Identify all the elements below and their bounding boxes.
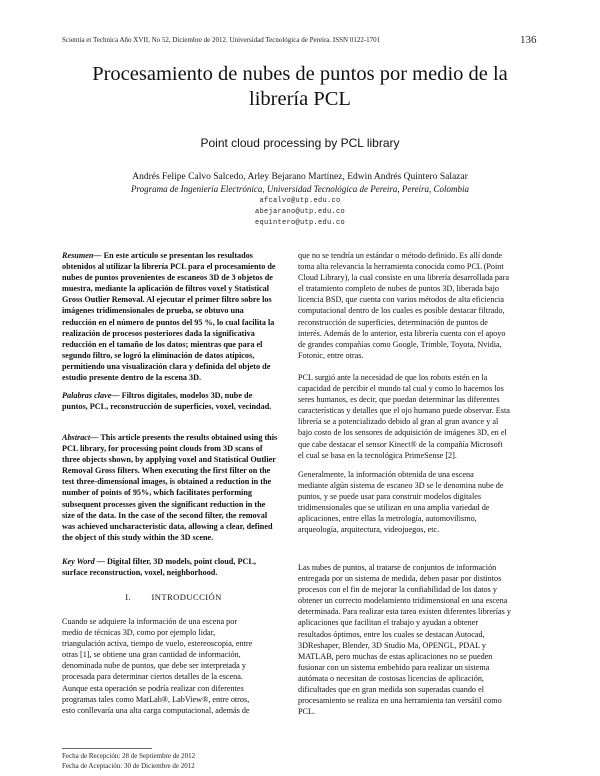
abstract-line: subsequent processes given the significant reduction in the bbox=[62, 499, 266, 509]
keywords-line: Digital filter, 3D models, point cloud, PCL, bbox=[106, 557, 256, 566]
keywords-label: Key Word — bbox=[62, 557, 105, 566]
abstract-line: test three-dimensional images, is obtained a reduction in the bbox=[62, 477, 272, 487]
palabras-clave-block bbox=[62, 390, 285, 412]
right-line: el tratamiento completo de nubes de puntos 3D, liberada bajo bbox=[298, 284, 499, 294]
abstract-line: Removal Gross filters. When executing the first filter on the bbox=[62, 466, 271, 476]
right-line: autómata o necesitan de costosas licencias de aplicación, bbox=[298, 673, 484, 683]
resumen-line: obtenidos al utilizar la librería PCL para el procesamiento de bbox=[62, 262, 276, 272]
abstract-line: three objects shown, by applying voxel and Statistical Outlier bbox=[62, 455, 276, 465]
resumen-block bbox=[62, 250, 285, 383]
right-line: resultados óptimos, entre los cuales se destacan Autocad, bbox=[298, 629, 485, 639]
resumen-line: En este artículo se presentan los resultados bbox=[103, 251, 253, 260]
resumen-line: permitiendo una visualización clara y definida del objeto de bbox=[62, 361, 271, 371]
right-line: procesos con el fin de mejorar la confiabilidad de los datos y bbox=[298, 585, 497, 595]
keywords-line: surface reconstruction, voxel, neighborhood. bbox=[62, 568, 218, 578]
intro-line: Cuando se adquiere la información de una escena por bbox=[62, 617, 238, 626]
author-list: Andrés Felipe Calvo Salcedo, Arley Bejarano Martínez, Edwin Andrés Quintero Salazar bbox=[132, 172, 468, 182]
right-line: interés. Además de lo anterior, esta librería cuenta con el apoyo bbox=[298, 328, 506, 338]
right-line: 3DReshaper, Blender, 3D Studio Ma, OPENGL, PDAL y bbox=[298, 640, 487, 650]
email-3: equintero@utp.edu.co bbox=[254, 219, 345, 227]
right-line: Las nubes de puntos, al tratarse de conjuntos de información bbox=[298, 563, 497, 572]
right-paragraph-4 bbox=[298, 562, 527, 717]
right-line: Fotonic, entre otras. bbox=[298, 350, 364, 360]
intro-line: otras [1], se obtiene una gran cantidad de información, bbox=[62, 650, 241, 660]
affiliation: Programa de Ingeniería Electrónica, Universidad Tecnológica de Pereira, Pereira, Colombia bbox=[130, 184, 470, 194]
intro-line: programas tales como MatLab®, LabView®, entre otros, bbox=[62, 694, 250, 704]
right-paragraph-2 bbox=[298, 372, 527, 461]
right-line: computacional dentro de los cuales es posible destacar filtrado, bbox=[298, 306, 505, 316]
palabras-label: Palabras clave— bbox=[62, 391, 120, 400]
abstract-line: PCL library, for processing point clouds from 3D scans of bbox=[62, 444, 263, 454]
footnote-accepted: Fecha de Aceptación: 30 de Diciembre de 2012 bbox=[62, 762, 195, 770]
right-line: que cabe destacar el sensor Kinect® de la compañía Microsoft bbox=[298, 439, 503, 449]
right-line: arqueología, arquitectura, videojuegos, etc. bbox=[298, 525, 440, 535]
right-line: que no se tendría un estándar o método definido. Es allí donde bbox=[298, 251, 503, 260]
right-paragraph-3 bbox=[298, 469, 527, 536]
right-line: tridimensionales que se utilizan en una amplia variedad de bbox=[298, 503, 490, 513]
intro-line: triangulación activa, tiempo de vuelo, estereoscopia, entre bbox=[62, 639, 253, 649]
resumen-line: reducción en el número de puntos del 95 %, lo cual facilita la bbox=[62, 317, 275, 327]
resumen-line: reducción en el tamaño de los datos; mientras que para el bbox=[62, 339, 263, 349]
resumen-line: imágenes tridimensionales de prueba, se obtuvo una bbox=[62, 306, 244, 316]
footnote-received: Fecha de Recepción: 28 de Septiembre de 2012 bbox=[62, 752, 196, 760]
right-line: bajo costo de los sensores de adquisición de imágenes 3D, en el bbox=[298, 428, 507, 438]
right-line: reconstrucción de superficies, determinación de puntos de bbox=[298, 317, 488, 327]
right-line: seres humanos, es decir, que puedan determinar las diferentes bbox=[298, 395, 500, 405]
right-line: puntos, y se puede usar para construir modelos digitales bbox=[298, 492, 482, 502]
right-line: características y detalles que el ojo humano puede observar. Esta bbox=[298, 406, 510, 416]
resumen-line: realización de procesos posteriores dada la significativa bbox=[62, 328, 255, 338]
right-line: toma alta relevancia la herramienta conocida como PCL (Point bbox=[298, 262, 504, 272]
right-line: Cloud Library), la cual consiste en una librería desarrollada para bbox=[298, 273, 509, 283]
abstract-line: was achieved uncharacteristic data, allowing a clear, defined bbox=[62, 521, 273, 531]
email-1: afcalvo@utp.edu.co bbox=[259, 197, 341, 205]
right-line: Generalmente, la información obtenida de una escena bbox=[298, 470, 474, 479]
right-line: el cual se basa en la tecnológica PrimeSense [2]. bbox=[298, 450, 457, 460]
intro-line: procesada para determinar ciertos detalles de la escena. bbox=[62, 672, 243, 682]
page-number: 136 bbox=[520, 34, 537, 46]
right-line: aplicaciones que facilitan el trabajo y ayudan a obtener bbox=[298, 618, 479, 628]
abstract-line: number of points of 95%, which facilitates performing bbox=[62, 488, 252, 498]
right-line: fusionar con un sistema embebido para realizar un sistema bbox=[298, 662, 490, 672]
right-line: licencia BSD, que cuenta con varios métodos de alta eficiencia bbox=[298, 295, 504, 305]
right-line: entregada por un sistema de medida, deben pasar por distintos bbox=[298, 574, 502, 584]
right-line: procesamiento se realiza en una herramienta tan versátil como bbox=[298, 696, 502, 706]
right-line: aplicaciones, entre ellas la metrología, automovilismo, bbox=[298, 514, 477, 524]
right-line: determinada. Para realizar esta tarea existen diferentes librerías y bbox=[298, 607, 511, 617]
abstract-label: Abstract— bbox=[62, 433, 99, 442]
right-line: dificultades que en gran medida son superadas cuando el bbox=[298, 685, 484, 695]
paper-title bbox=[40, 62, 560, 112]
abstract-line: size of the data. In the case of the second filter, the removal bbox=[62, 510, 268, 520]
resumen-line: Gross Outlier Removal. Al ejecutar el primer filtro sobre los bbox=[62, 295, 272, 305]
right-line: capacidad de percibir el mundo tal cual y como lo hacemos los bbox=[298, 384, 504, 394]
footnote-rule bbox=[62, 748, 152, 749]
right-line: librería se a potencializado debido al gran al gran avance y al bbox=[298, 417, 499, 427]
resumen-line: muestra, mediante la aplicación de filtros voxel y Statistical bbox=[62, 284, 270, 294]
resumen-line: nubes de puntos provenientes de escaneos 3D de 3 objetos de bbox=[62, 273, 273, 283]
right-line: obtener un correcto modelamiento tridimensional en una escena bbox=[298, 596, 508, 606]
right-line: PCL. bbox=[298, 707, 316, 717]
resumen-line: estudio presente dentro de la escena 3D. bbox=[62, 373, 202, 383]
resumen-line: segundo filtro, se logró la eliminación de datos atípicos, bbox=[62, 350, 255, 360]
email-2: abejarano@utp.edu.co bbox=[254, 208, 345, 216]
palabras-line: puntos, PCL, reconstrucción de superficies, voxel, vecindad. bbox=[62, 402, 272, 412]
right-line: PCL surgió ante la necesidad de que los robots estén en la bbox=[298, 373, 488, 382]
right-line: mediante algún sistema de escaneo 3D se le denomina nube de bbox=[298, 481, 504, 491]
palabras-line: Filtros digitales, modelos 3D, nube de bbox=[121, 391, 253, 400]
intro-line: Aunque esta operación se podría realizar con diferentes bbox=[62, 683, 244, 693]
section-heading-introduccion: I. INTRODUCCIÓN bbox=[125, 592, 222, 602]
intro-left-paragraph bbox=[62, 616, 285, 716]
title-line-1: Procesamiento de nubes de puntos por medio de la bbox=[92, 63, 508, 85]
abstract-block bbox=[62, 432, 285, 543]
intro-line: medio de técnicas 3D, como por ejemplo lidar, bbox=[62, 628, 216, 638]
intro-line: esto conllevaría una alta carga computacional, además de bbox=[62, 705, 250, 715]
intro-line: denominada nube de puntos, que debe ser interpretada y bbox=[62, 661, 246, 671]
paper-subtitle: Point cloud processing by PCL library bbox=[200, 136, 400, 150]
journal-header: Scientia et Technica Año XVII, No 52, Diciembre de 2012. Universidad Tecnológica de Pereira. ISSN 0122-1701 bbox=[62, 36, 381, 44]
right-paragraph-1 bbox=[298, 250, 527, 361]
title-line-2: librería PCL bbox=[249, 88, 351, 110]
right-line: de grandes compañías como Google, Trimble, Toyota, Nvidia, bbox=[298, 339, 502, 349]
right-line: MATLAB, pero muchas de estas aplicaciones no se pueden bbox=[298, 651, 493, 661]
abstract-line: the object of this study within the 3D scene. bbox=[62, 532, 214, 542]
abstract-line: This article presents the results obtained using this bbox=[100, 433, 278, 442]
keywords-block bbox=[62, 556, 285, 578]
resumen-label: Resumen— bbox=[62, 251, 102, 260]
